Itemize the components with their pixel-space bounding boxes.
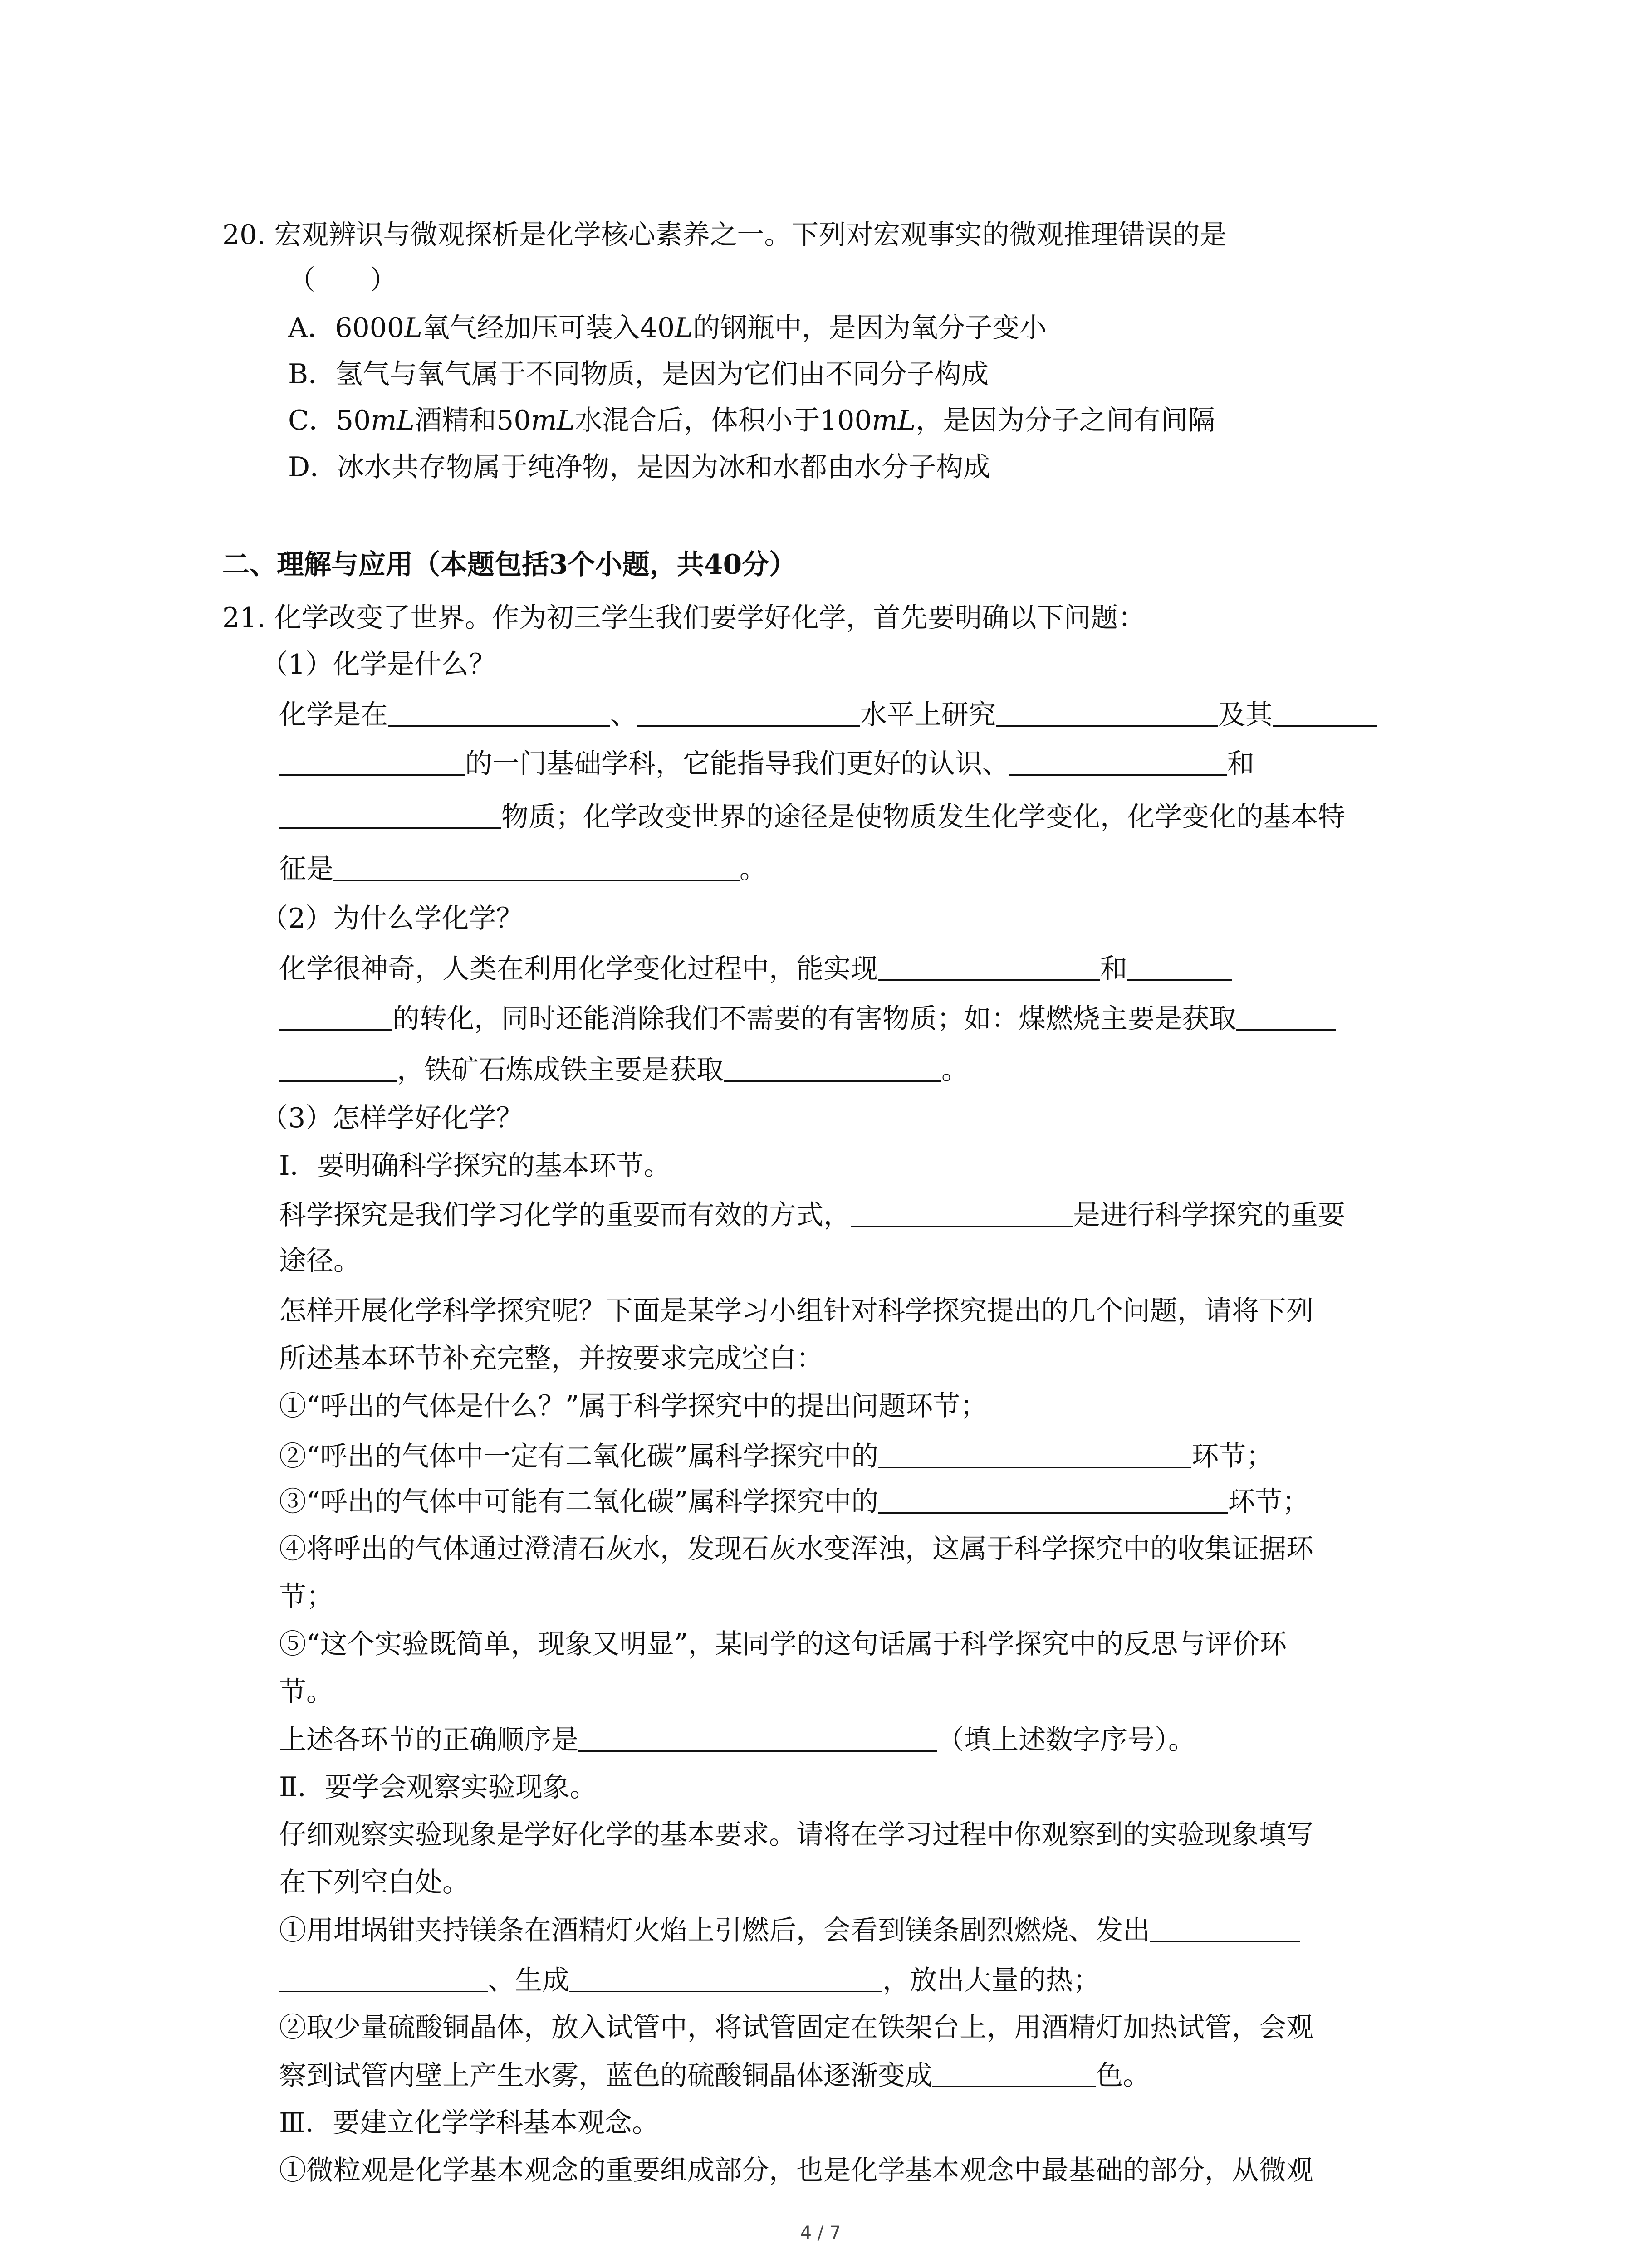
q21-p3-s4b: 节； <box>279 1581 333 1613</box>
answer-blank[interactable] <box>333 850 740 881</box>
answer-blank[interactable] <box>878 1483 1228 1514</box>
q21-p3-c2: 察到试管内壁上产生水雾，蓝色的硫酸铜晶体逐渐变成 色。 <box>279 2057 1150 2094</box>
answer-blank[interactable] <box>279 1000 392 1031</box>
q21-p3-s2: ②“呼出的气体中一定有二氧化碳”属科学探究中的 环节； <box>279 1438 1273 1475</box>
q21-p2-line2: 的转化，同时还能消除我们不需要的有害物质；如：煤燃烧主要是获取 <box>279 1000 1336 1037</box>
answer-blank[interactable] <box>996 696 1218 727</box>
q21-p3-m1: ①用坩埚钳夹持镁条在酒精灯火焰上引燃后，会看到镁条剧烈燃烧、发出 <box>279 1912 1300 1949</box>
q21-p3-ii1: 仔细观察实验现象是学好化学的基本要求。请将在学习过程中你观察到的实验现象填写 <box>279 1819 1313 1851</box>
answer-blank[interactable] <box>388 696 610 727</box>
answer-blank[interactable] <box>1273 696 1377 727</box>
q20-option-d: D．冰水共存物属于纯净物，是因为冰和水都由水分子构成 <box>288 451 991 483</box>
answer-blank[interactable] <box>578 1721 937 1752</box>
q21-p2-line1: 化学很神奇，人类在利用化学变化过程中，能实现 和 <box>279 950 1232 987</box>
q21-part1-title: （1）化学是什么？ <box>261 649 496 680</box>
section-heading: 二、理解与应用（本题包括3个小题，共40分） <box>222 549 797 581</box>
q21-p3-m2: 、生成 ，放出大量的热； <box>279 1962 1100 1999</box>
answer-blank[interactable] <box>569 1962 882 1992</box>
answer-blank[interactable] <box>279 745 465 776</box>
q21-stem: 21. 化学改变了世界。作为初三学生我们要学好化学，首先要明确以下问题： <box>222 602 1146 634</box>
answer-blank[interactable] <box>724 1051 941 1082</box>
q21-p1-line1: 化学是在 、 水平上研究 及其 <box>279 696 1377 733</box>
answer-blank[interactable] <box>851 1197 1073 1227</box>
q21-p3-i3: 怎样开展化学科学探究呢？下面是某学习小组针对科学探究提出的几个问题，请将下列 <box>279 1295 1313 1327</box>
answer-blank[interactable] <box>279 798 501 829</box>
answer-blank[interactable] <box>932 2057 1096 2087</box>
q21-p3-s5b: 节。 <box>279 1676 333 1708</box>
q21-p3-s5a: ⑤“这个实验既简单，现象又明显”，某同学的这句话属于科学探究中的反思与评价环 <box>279 1628 1287 1660</box>
answer-blank[interactable] <box>878 950 1100 981</box>
answer-blank[interactable] <box>878 1438 1191 1468</box>
q21-p3-order: 上述各环节的正确顺序是 （填上述数字序号）。 <box>279 1721 1195 1758</box>
answer-blank[interactable] <box>279 1962 488 1992</box>
q21-p3-i2: 途径。 <box>279 1245 361 1277</box>
q21-p3-w1: ①微粒观是化学基本观念的重要组成部分，也是化学基本观念中最基础的部分，从微观 <box>279 2155 1313 2186</box>
q21-p3-heading-i: Ⅰ．要明确科学探究的基本环节。 <box>279 1150 671 1182</box>
q21-part2-title: （2）为什么学化学？ <box>261 903 524 934</box>
q21-p2-line3: ，铁矿石炼成铁主要是获取 。 <box>279 1051 969 1088</box>
page-number: 4 / 7 <box>800 2223 841 2244</box>
q21-p1-line4: 征是 。 <box>279 850 767 887</box>
q21-p3-c1: ②取少量硫酸铜晶体，放入试管中，将试管固定在铁架台上，用酒精灯加热试管，会观 <box>279 2012 1313 2043</box>
answer-blank[interactable] <box>1150 1912 1300 1942</box>
q20-option-b: B．氢气与氧气属于不同物质，是因为它们由不同分子构成 <box>288 358 989 390</box>
q20-paren: （ ） <box>288 264 397 296</box>
q21-p3-i4: 所述基本环节补充完整，并按要求完成空白： <box>279 1343 823 1374</box>
answer-blank[interactable] <box>1009 745 1227 776</box>
answer-blank[interactable] <box>279 1051 397 1082</box>
q20-option-a: A．6000L氧气经加压可装入40L的钢瓶中，是因为氧分子变小 <box>288 312 1047 344</box>
q21-p3-s1: ①“呼出的气体是什么？”属于科学探究中的提出问题环节； <box>279 1390 988 1422</box>
q20-stem: 20. 宏观辨识与微观探析是化学核心素养之一。下列对宏观事实的微观推理错误的是 <box>222 219 1227 251</box>
q21-p1-line3: 物质；化学改变世界的途径是使物质发生化学变化，化学变化的基本特 <box>279 798 1345 835</box>
answer-blank[interactable] <box>1236 1000 1336 1031</box>
q21-p3-ii2: 在下列空白处。 <box>279 1867 470 1898</box>
q21-p3-s3: ③“呼出的气体中可能有二氧化碳”属科学探究中的 环节； <box>279 1483 1309 1520</box>
q21-part3-title: （3）怎样学好化学？ <box>261 1102 524 1134</box>
q21-p3-i1: 科学探究是我们学习化学的重要而有效的方式， 是进行科学探究的重要 <box>279 1197 1345 1233</box>
q21-p3-heading-ii: Ⅱ．要学会观察实验现象。 <box>279 1771 597 1803</box>
q21-p1-line2: 的一门基础学科，它能指导我们更好的认识、 和 <box>279 745 1254 782</box>
q20-option-c: C．50mL酒精和50mL水混合后，体积小于100mL，是因为分子之间有间隔 <box>288 405 1215 436</box>
q21-p3-s4a: ④将呼出的气体通过澄清石灰水，发现石灰水变浑浊，这属于科学探究中的收集证据环 <box>279 1533 1313 1565</box>
answer-blank[interactable] <box>1127 950 1232 981</box>
answer-blank[interactable] <box>637 696 860 727</box>
q21-p3-heading-iii: Ⅲ．要建立化学学科基本观念。 <box>279 2107 659 2139</box>
